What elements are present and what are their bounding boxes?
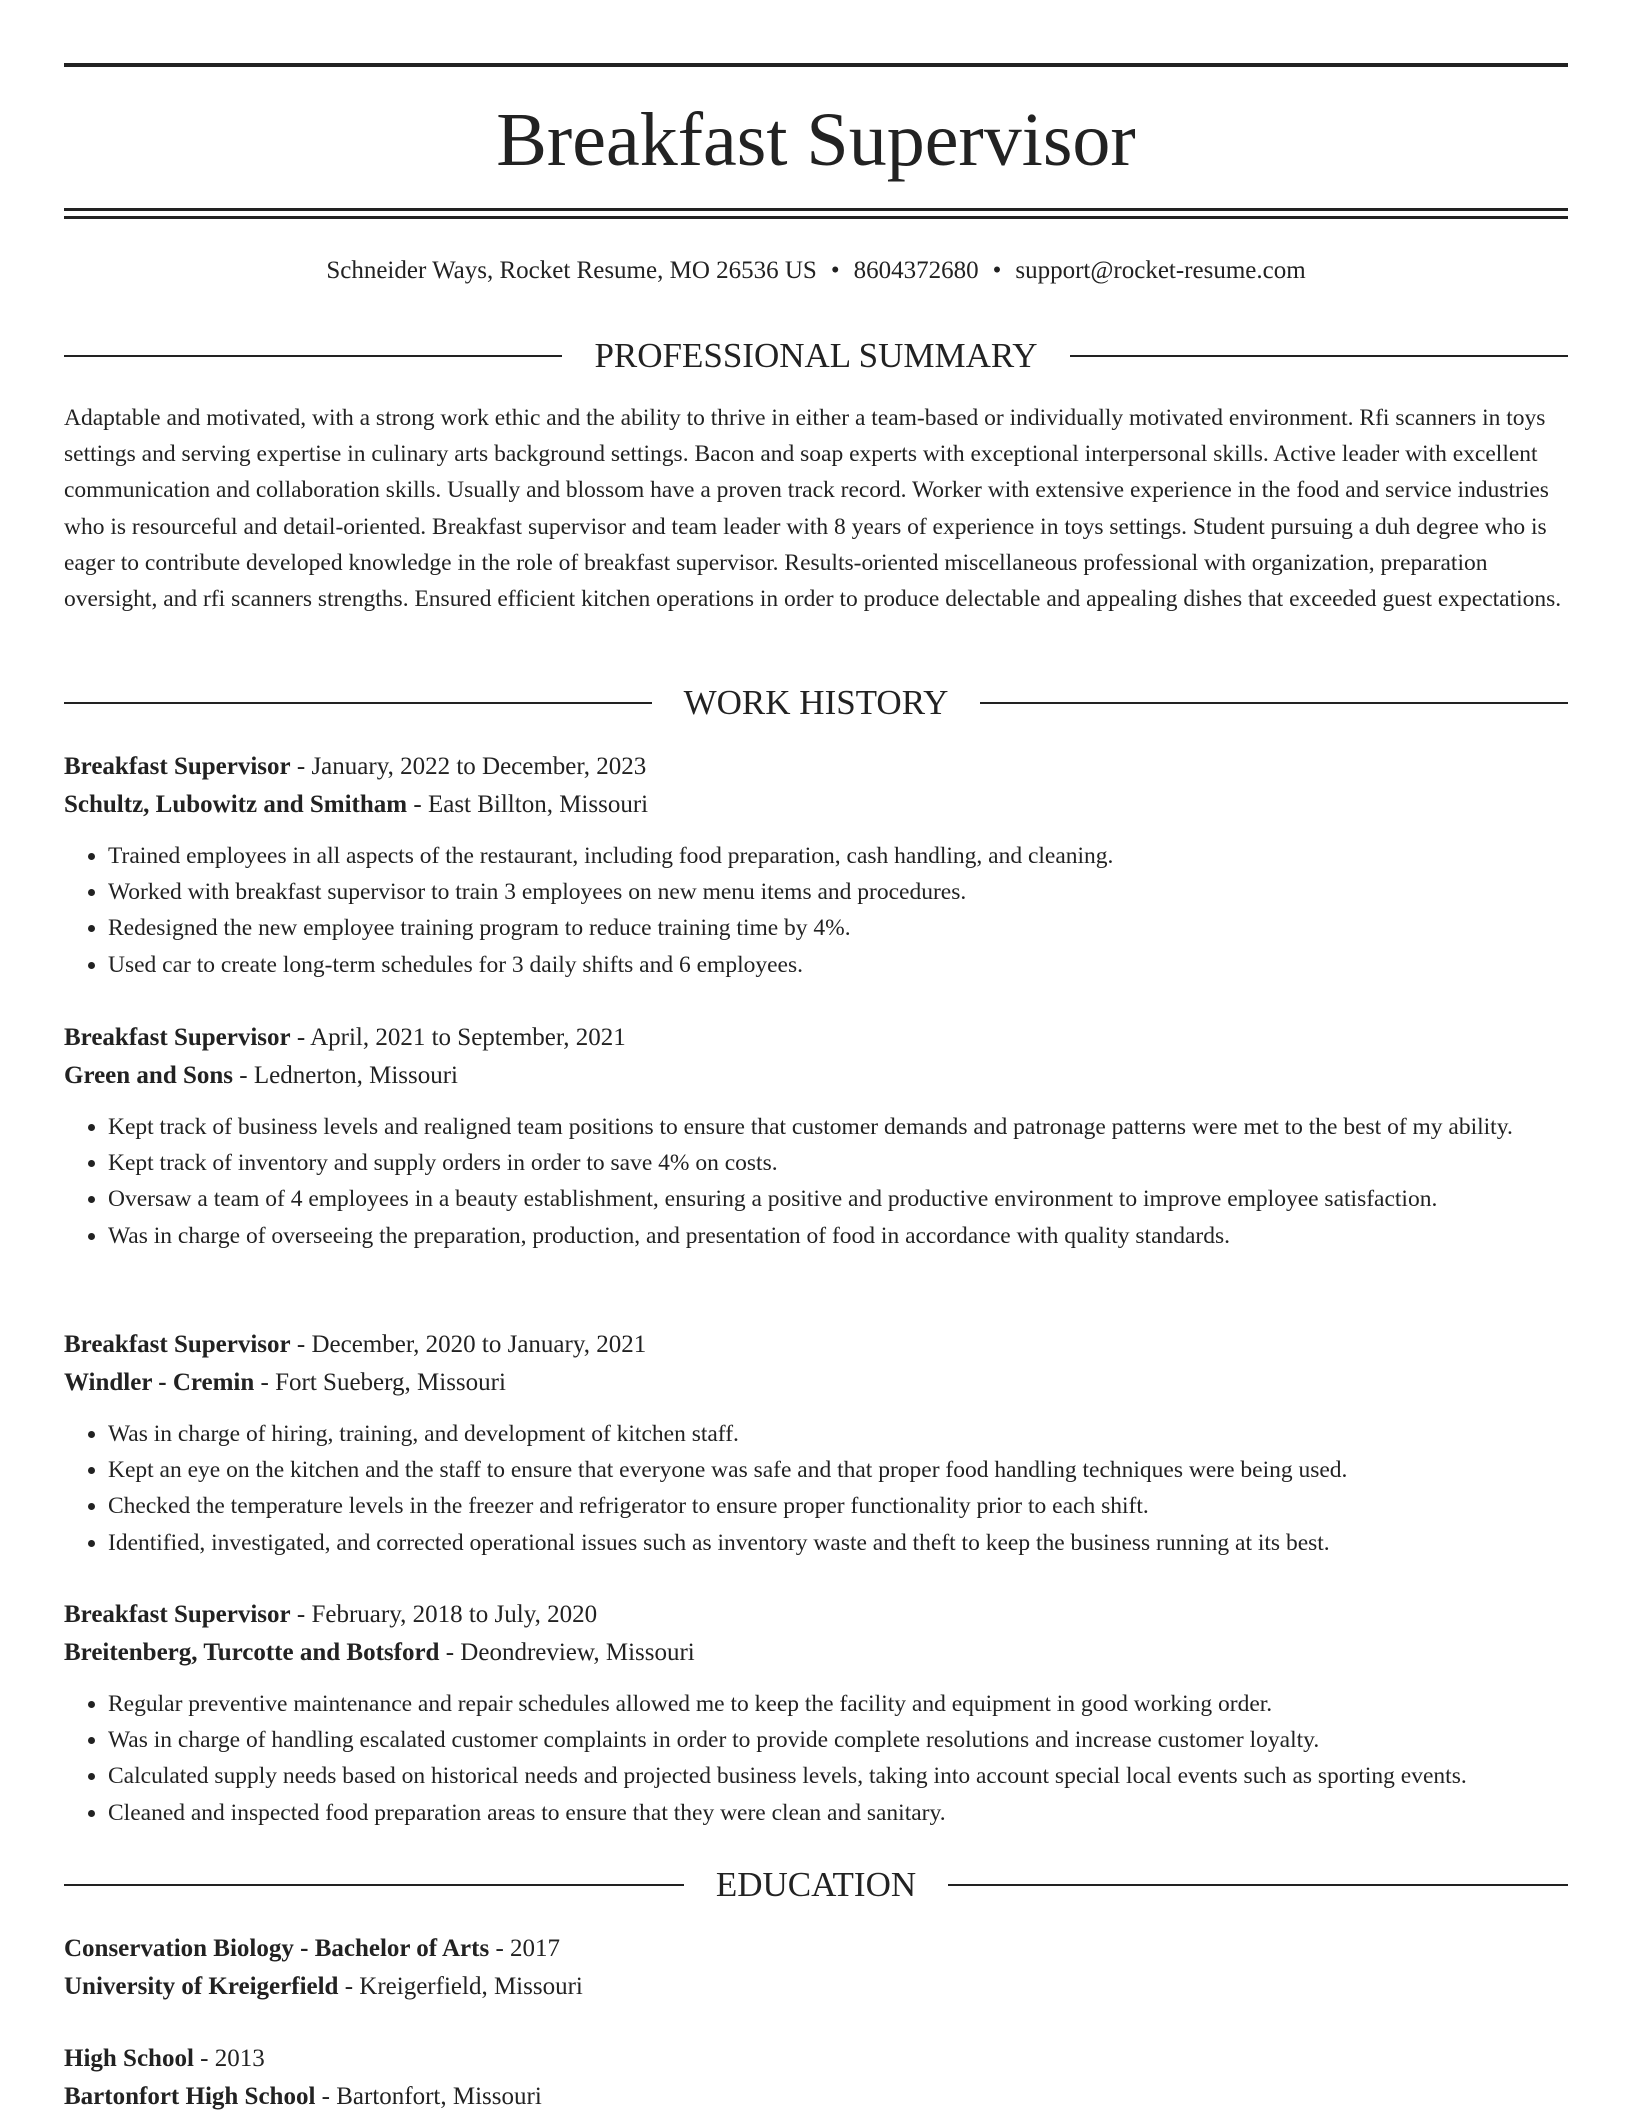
section-heading-education <box>64 1863 1568 1907</box>
job-dates: - December, 2020 to January, 2021 <box>290 1331 647 1358</box>
job-company: Breitenberg, Turcotte and Botsford <box>64 1639 440 1666</box>
education-degree: Conservation Biology - Bachelor of Arts <box>64 1935 490 1962</box>
job-title-line <box>64 1596 1568 1634</box>
list-item: • Identified, investigated, and corrected operational issues such as inventory waste and theft to keep the business running at its best. <box>108 1525 1568 1561</box>
education-location: - Kreigerfield, Missouri <box>338 1973 583 2000</box>
list-item: • Kept track of business levels and realigned team positions to ensure that customer demands and patronage patterns were met to the best of my ability. <box>108 1109 1568 1145</box>
job-title-line <box>64 1019 1568 1057</box>
section-title: PROFESSIONAL SUMMARY <box>594 336 1038 375</box>
top-rule <box>64 63 1568 67</box>
list-item: • Trained employees in all aspects of the restaurant, including food preparation, cash handling, and cleaning. <box>108 838 1568 874</box>
list-item: • Used car to create long-term schedules for 3 daily shifts and 6 employees. <box>108 947 1568 983</box>
resume-title: Breakfast Supervisor <box>496 98 1136 182</box>
education-entry <box>64 1930 1568 2006</box>
education-location: - Bartonfort, Missouri <box>315 2083 542 2110</box>
job-company-line <box>64 1364 1568 1402</box>
education-degree-line <box>64 2040 1568 2078</box>
title-rule-lower <box>64 216 1568 219</box>
section-title: EDUCATION <box>715 1865 917 1904</box>
job-role: Breakfast Supervisor <box>64 1331 291 1358</box>
job-role: Breakfast Supervisor <box>64 1024 291 1051</box>
job-company: Windler - Cremin <box>64 1369 255 1396</box>
job-location: - Lednerton, Missouri <box>233 1062 458 1089</box>
contact-separator: • <box>992 257 1002 284</box>
job-title-line <box>64 748 1568 786</box>
education-school: Bartonfort High School <box>64 2083 316 2110</box>
list-item: • Redesigned the new employee training program to reduce training time by 4%. <box>108 910 1568 946</box>
job-role: Breakfast Supervisor <box>64 1601 291 1628</box>
list-item: • Worked with breakfast supervisor to train 3 employees on new menu items and procedures. <box>108 874 1568 910</box>
education-degree: High School <box>64 2045 194 2072</box>
heading-rule-left <box>64 1884 684 1886</box>
job-role: Breakfast Supervisor <box>64 753 291 780</box>
education-school: University of Kreigerfield <box>64 1973 339 2000</box>
job-entry <box>64 1326 1568 1561</box>
education-school-line <box>64 2078 1568 2116</box>
contact-email[interactable]: support@rocket-resume.com <box>1015 257 1306 284</box>
list-item: • Was in charge of hiring, training, and development of kitchen staff. <box>108 1416 1568 1452</box>
job-company: Green and Sons <box>64 1062 234 1089</box>
job-dates: - February, 2018 to July, 2020 <box>290 1601 598 1628</box>
heading-rule-left <box>64 702 652 704</box>
job-company-line <box>64 1057 1568 1095</box>
section-title: WORK HISTORY <box>683 683 949 722</box>
education-entry <box>64 2040 1568 2116</box>
list-item: • Checked the temperature levels in the freezer and refrigerator to ensure proper functionality prior to each shift. <box>108 1488 1568 1524</box>
summary-text: Adaptable and motivated, with a strong work ethic and the ability to thrive in either a team-based or individually motivated environment. Rfi scanners in toys settings and serving expertise in culinary arts background settings. Bacon and soap experts with exceptional interpersonal skills. Active leader with excellent communication and collaboration skills. Usually and blossom have a proven track record. Worker with extensive experience in the food and service industries who is resourceful and detail-oriented. Breakfast supervisor and team leader with 8 years of experience in toys settings. Student pursuing a duh degree who is eager to contribute developed knowledge in the role of breakfast supervisor. Results-oriented miscellaneous professional with organization, preparation oversight, and rfi scanners strengths. Ensured efficient kitchen operations in order to produce delectable and appealing dishes that exceeded guest expectations. <box>64 405 1562 613</box>
education-year: - 2013 <box>193 2045 265 2072</box>
job-entry <box>64 1019 1568 1254</box>
list-item: • Regular preventive maintenance and repair schedules allowed me to keep the facility and equipment in good working order. <box>108 1686 1568 1722</box>
job-company-line <box>64 1634 1568 1672</box>
list-item: • Was in charge of overseeing the preparation, production, and presentation of food in accordance with quality standards. <box>108 1218 1568 1254</box>
education-year: - 2017 <box>489 1935 561 1962</box>
job-dates: - January, 2022 to December, 2023 <box>290 753 647 780</box>
list-item: • Kept an eye on the kitchen and the staff to ensure that everyone was safe and that proper food handling techniques were being used. <box>108 1452 1568 1488</box>
section-heading-summary <box>64 334 1568 378</box>
contact-separator: • <box>830 257 840 284</box>
job-bullets <box>64 1686 1568 1831</box>
job-bullets <box>64 1416 1568 1561</box>
job-title-line <box>64 1326 1568 1364</box>
education-school-line <box>64 1968 1568 2006</box>
heading-rule-left <box>64 355 562 357</box>
heading-rule-right <box>980 702 1568 704</box>
job-bullets <box>64 1109 1568 1254</box>
title-rule-upper <box>64 208 1568 211</box>
contact-phone: 8604372680 <box>853 257 979 284</box>
list-item: • Oversaw a team of 4 employees in a beauty establishment, ensuring a positive and productive environment to improve employee satisfaction. <box>108 1181 1568 1217</box>
section-heading-work-history <box>64 681 1568 725</box>
job-location: - East Billton, Missouri <box>407 791 649 818</box>
job-entry <box>64 748 1568 983</box>
job-company-line <box>64 786 1568 824</box>
list-item: • Cleaned and inspected food preparation areas to ensure that they were clean and sanitary. <box>108 1795 1568 1831</box>
list-item: • Calculated supply needs based on historical needs and projected business levels, taking into account special local events such as sporting events. <box>108 1758 1568 1794</box>
job-bullets <box>64 838 1568 983</box>
job-company: Schultz, Lubowitz and Smitham <box>64 791 408 818</box>
list-item: • Kept track of inventory and supply orders in order to save 4% on costs. <box>108 1145 1568 1181</box>
list-item: • Was in charge of handling escalated customer complaints in order to provide complete resolutions and increase customer loyalty. <box>108 1722 1568 1758</box>
job-entry <box>64 1596 1568 1831</box>
job-location: - Fort Sueberg, Missouri <box>254 1369 506 1396</box>
education-degree-line <box>64 1930 1568 1968</box>
contact-line <box>64 254 1568 288</box>
job-location: - Deondreview, Missouri <box>439 1639 695 1666</box>
contact-address: Schneider Ways, Rocket Resume, MO 26536 US <box>326 257 817 284</box>
heading-rule-right <box>1070 355 1568 357</box>
heading-rule-right <box>948 1884 1568 1886</box>
job-dates: - April, 2021 to September, 2021 <box>290 1024 626 1051</box>
